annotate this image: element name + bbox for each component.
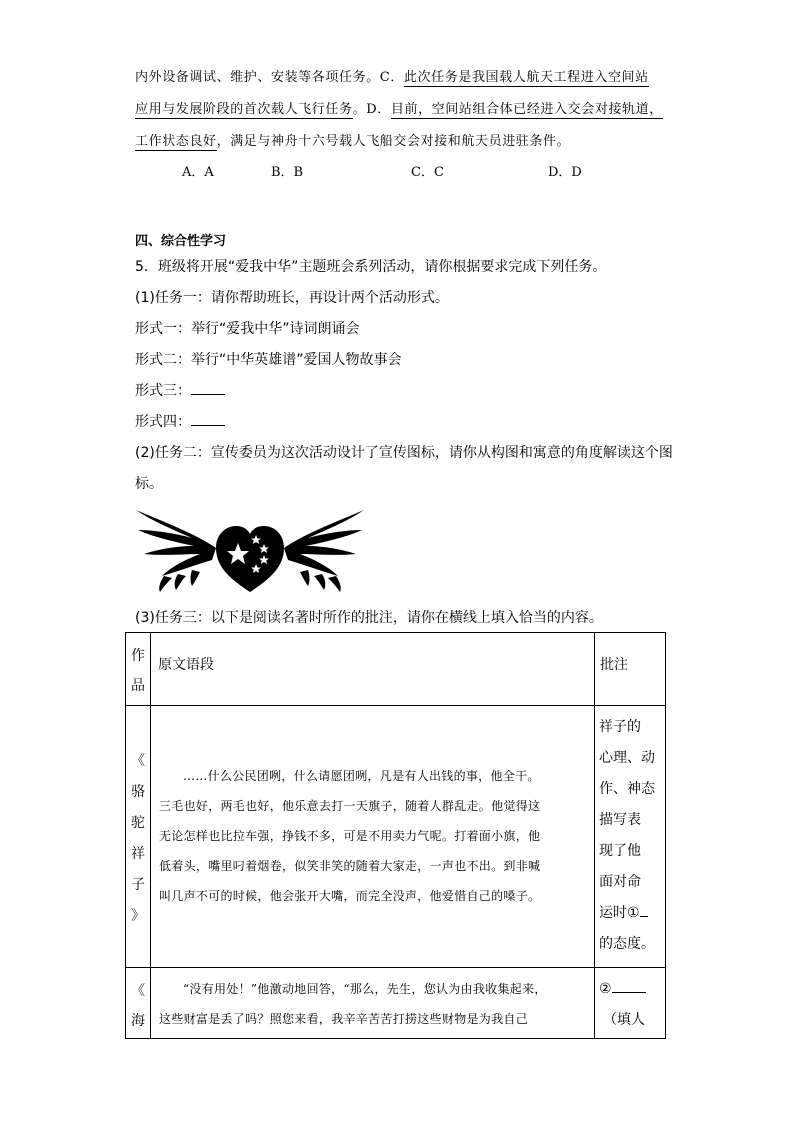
form-3-label: 形式三： — [135, 383, 191, 399]
option-d[interactable]: D．D — [548, 165, 582, 180]
header-text — [151, 633, 595, 706]
row2-text-line: “没有用处！”他激动地回答，“那么，先生，您认为由我收集起来， — [183, 982, 547, 996]
task-2-line-2: 标。 — [135, 476, 163, 492]
passage-line-1-plain: 内外设备调试、维护、安装等各项任务。C． — [135, 70, 404, 85]
annotation-table — [125, 632, 666, 1039]
table-header-row — [126, 633, 666, 706]
form-4 — [135, 411, 225, 431]
task-1: (1)任务一：请你帮助班长，再设计两个活动形式。 — [135, 290, 449, 306]
row1-work-char: 祥 — [131, 846, 145, 862]
row1-note-line: 祥子的 — [599, 719, 641, 735]
row2-work-char: 《 — [131, 983, 145, 999]
answer-1-blank[interactable] — [640, 916, 648, 917]
passage-line-3-underlined: 工作状态良好 — [135, 134, 217, 149]
row2-note-line: ② — [599, 981, 612, 997]
row1-note-line: 运时① — [599, 905, 640, 921]
row2-note-line: （填人 — [603, 1012, 645, 1028]
row1-work-char: 《 — [131, 753, 145, 769]
task-3: (3)任务三：以下是阅读名著时所作的批注，请你在横线上填入恰当的内容。 — [135, 610, 603, 626]
passage-line-3-plain: ，满足与神舟十六号载人飞船交会对接和航天员进驻条件。 — [216, 134, 571, 149]
form-3 — [135, 380, 225, 400]
row2-work — [126, 968, 151, 1039]
question-5: 5．班级将开展“爱我中华”主题班会系列活动，请你根据要求完成下列任务。 — [135, 259, 607, 275]
row1-work-char: 骆 — [131, 784, 145, 800]
row1-note-line: 面对命 — [599, 874, 641, 890]
row1-note-line: 现了他 — [599, 843, 641, 859]
row2-note-blank-line — [599, 974, 665, 1005]
row2-note — [595, 968, 666, 1039]
header-note-label: 批注 — [600, 657, 628, 673]
option-a[interactable]: A．A — [182, 165, 214, 180]
passage-line-1 — [135, 66, 649, 85]
header-work — [126, 633, 151, 706]
row2-text — [151, 968, 595, 1039]
row1-work-char: 》 — [131, 908, 145, 924]
row1-text-line: 叫几声不可的时候，他会张开大嘴，而完全没声，他爱惜自己的嗓子。 — [159, 889, 541, 903]
row1-text-line: ……什么公民团咧，什么请愿团咧，凡是有人出钱的事，他全干。 — [183, 769, 540, 783]
form-4-answer-blank[interactable] — [191, 425, 225, 426]
passage-line-3 — [135, 130, 570, 149]
header-text-label: 原文语段 — [158, 657, 214, 673]
row1-note-line: 作、神态 — [599, 781, 655, 797]
passage-line-2 — [135, 98, 663, 117]
header-work-char: 作 — [131, 648, 145, 664]
passage-line-2-underlined-b: 目前，空间站组合体已经进入交会对接轨道， — [390, 102, 663, 117]
form-3-answer-blank[interactable] — [191, 394, 225, 395]
row1-work-char: 子 — [131, 877, 145, 893]
form-1: 形式一：举行“爱我中华”诗词朗诵会 — [135, 321, 360, 337]
row1-note-line: 的态度。 — [599, 936, 655, 952]
row2-work-char: 海 — [131, 1013, 145, 1029]
form-2: 形式二：举行“中华英雄谱”爱国人物故事会 — [135, 352, 402, 368]
table-row — [126, 706, 666, 968]
form-4-label: 形式四： — [135, 414, 191, 430]
winged-heart-emblem-icon — [134, 504, 366, 596]
section-heading: 四、综合性学习 — [135, 234, 227, 249]
row1-note-blank-line — [599, 898, 665, 929]
row1-text-line: 无论怎样也比拉车强，挣钱不多，可是不用卖力气呢。打着面小旗，他 — [159, 829, 541, 843]
task-2-line-1: (2)任务二：宣传委员为这次活动设计了宣传图标，请你从构图和寓意的角度解读这个图 — [135, 445, 673, 461]
passage-line-2-underlined-a: 应用与发展阶段的首次载人飞行任务 — [135, 102, 353, 117]
table-row — [126, 968, 666, 1039]
row1-note-line: 描写表 — [599, 812, 641, 828]
header-note — [595, 633, 666, 706]
row1-work-char: 驼 — [131, 815, 145, 831]
row1-work — [126, 706, 151, 968]
row1-text — [151, 706, 595, 968]
answer-2-blank[interactable] — [612, 992, 646, 993]
passage-line-2-plain: 。D． — [352, 102, 391, 117]
option-b[interactable]: B．B — [271, 165, 304, 180]
row2-text-line: 这些财富是丢了吗？照您来看，我辛辛苦苦打捞这些财物是为我自己 — [159, 1012, 529, 1026]
passage-line-1-underlined: 此次任务是我国载人航天工程进入空间站 — [403, 70, 649, 85]
row1-text-line: 低着头，嘴里叼着烟卷，似笑非笑的随着大家走，一声也不出。到非喊 — [159, 859, 541, 873]
option-c[interactable]: C．C — [411, 165, 444, 180]
row1-text-line: 三毛也好，两毛也好，他乐意去打一天旗子，随着人群乱走。他觉得这 — [159, 799, 541, 813]
row1-note — [595, 706, 666, 968]
header-work-char: 品 — [131, 678, 145, 694]
row1-note-line: 心理、动 — [599, 750, 655, 766]
